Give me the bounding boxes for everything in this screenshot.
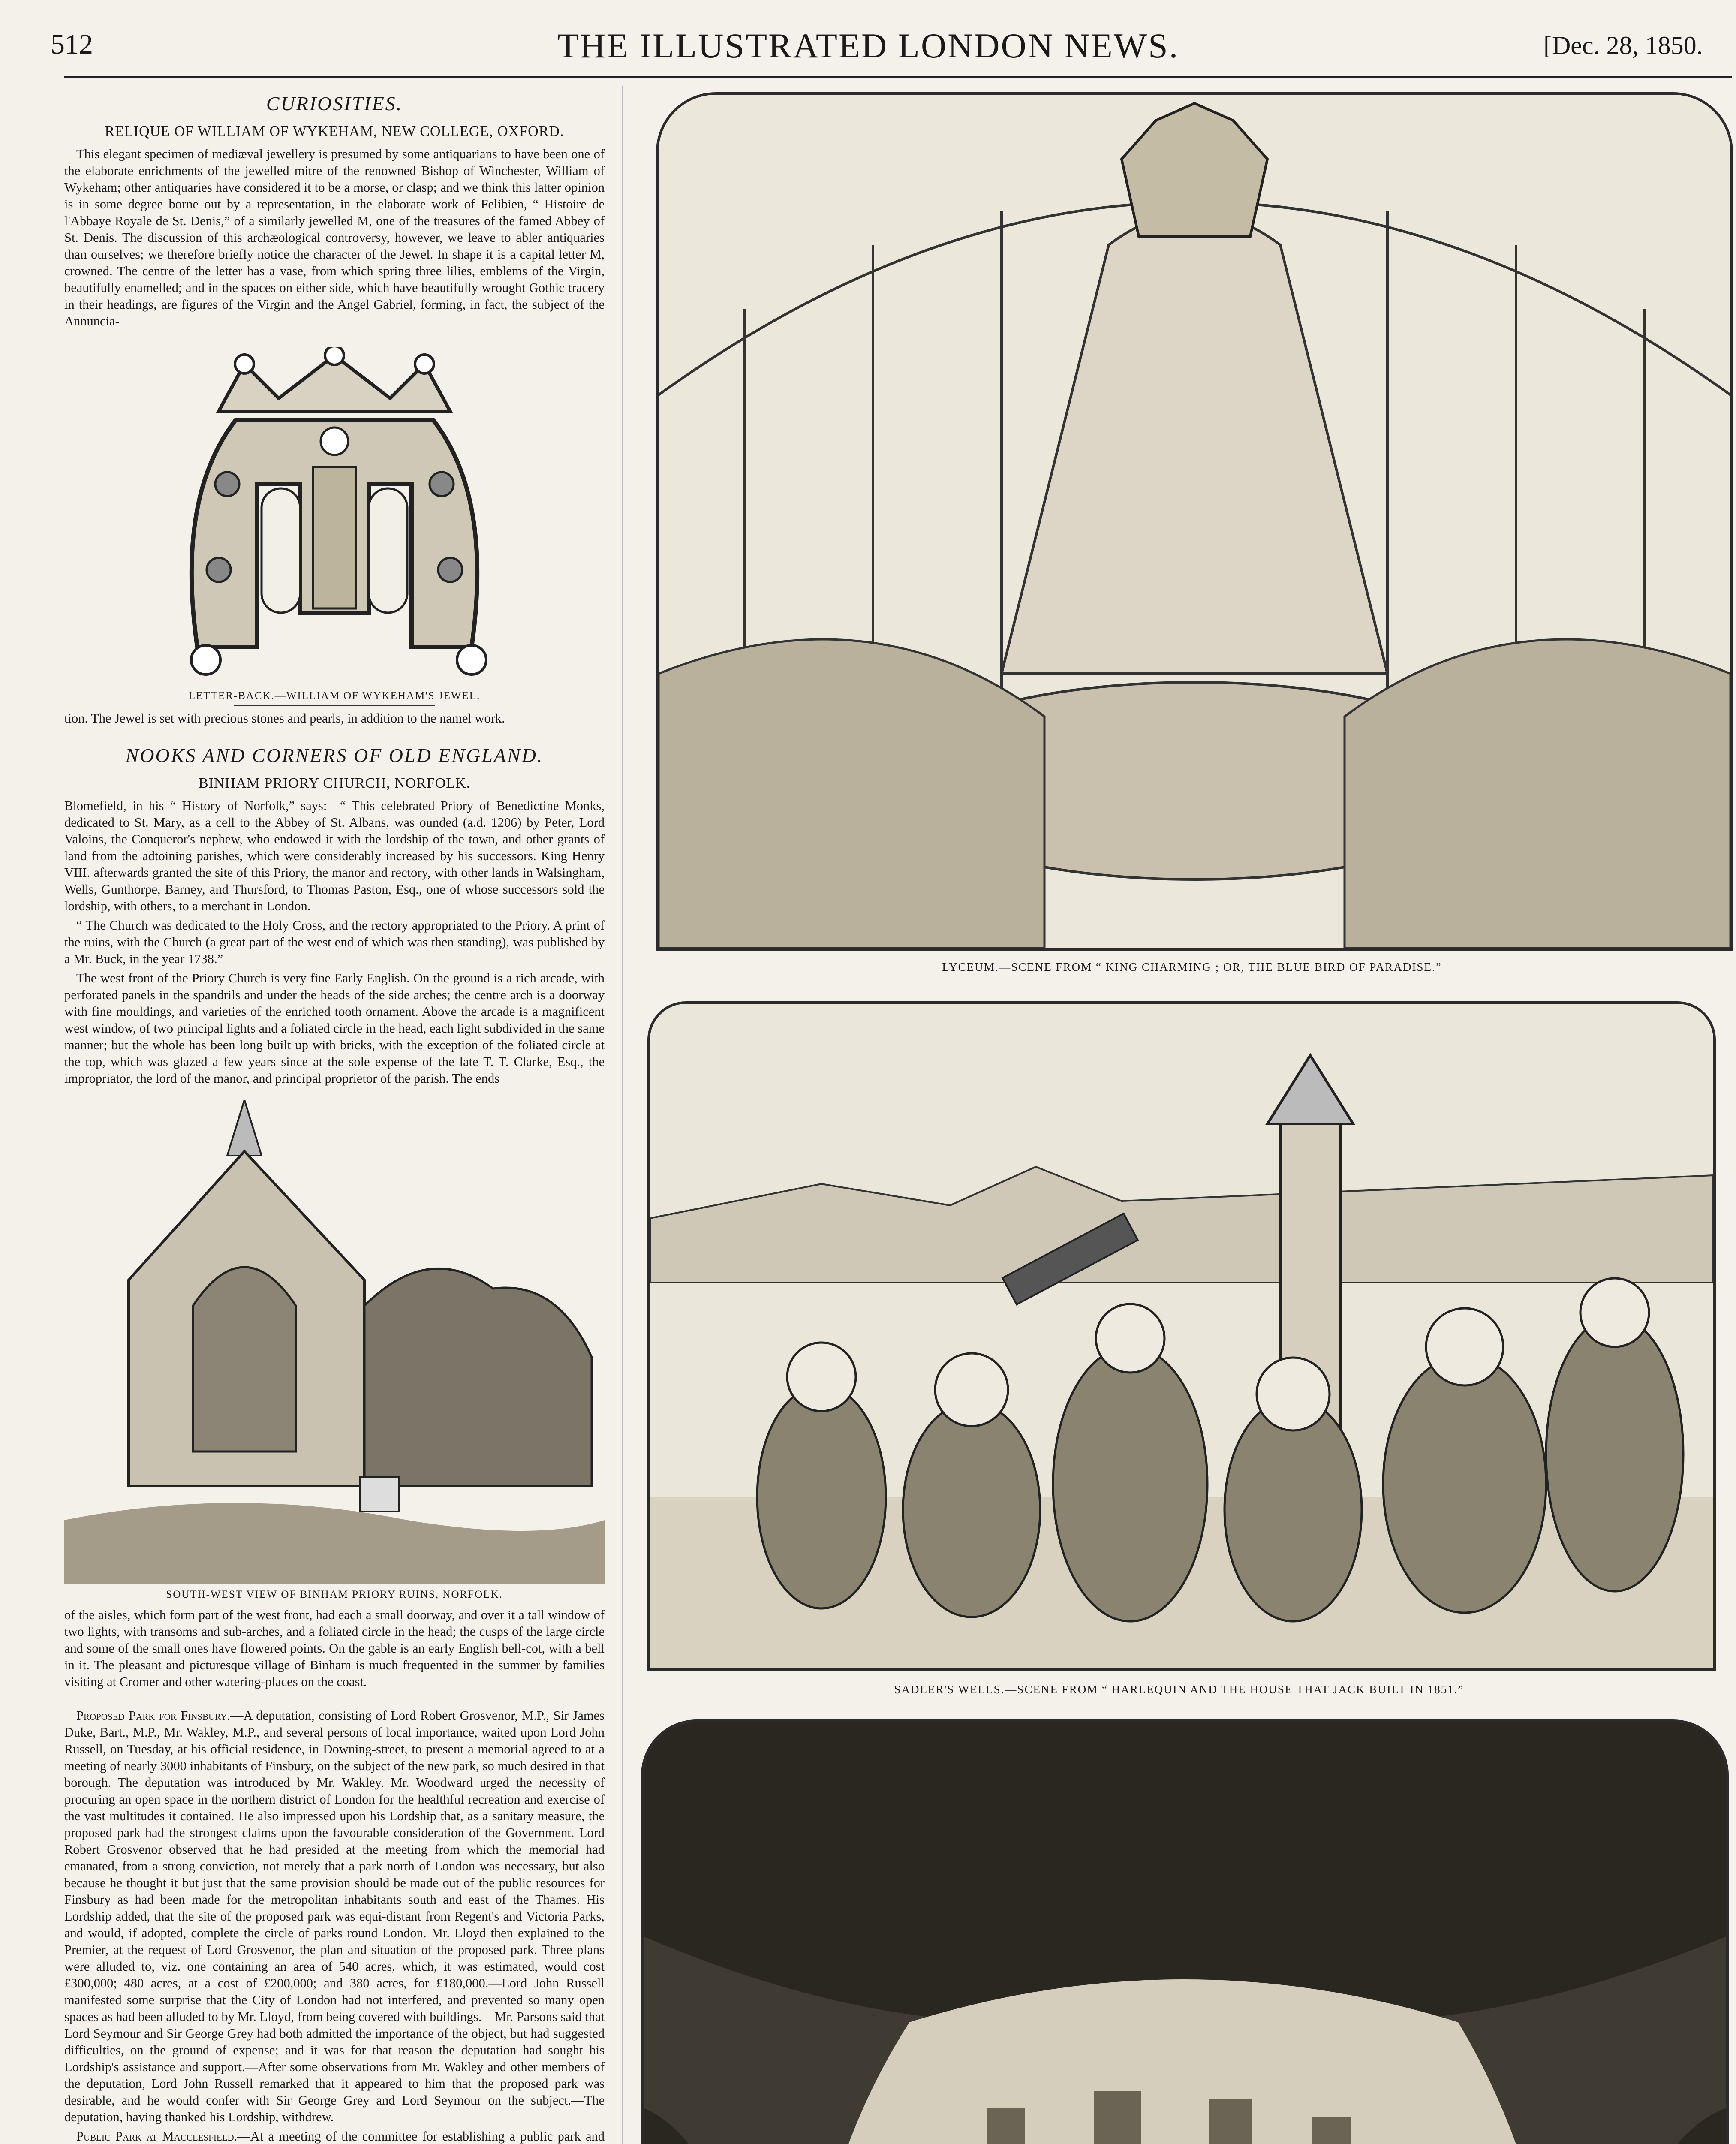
- binham-paragraph-3: The west front of the Priory Church is very fine Early English. On the ground is a rich arcade, with perforated panels in the spandrils and under the heads of the side arches; the centre arch is a doorway with fine mouldings, and varieties of the enriched tooth ornament. Above the arcade is a magnificent west window, of two principal lights and a foliated circle in the head, each light subdivided in the same manner; but the whole has been long built up with bricks, with the exception of the foliated circle at the top, which was glazed a few years since at the sole expense of the late T. T. Clarke, Esq., the impropriator, the lord of the manor, and principal proprietor of the parish. The ends: [64, 971, 605, 1086]
- masthead-rule: [64, 76, 1732, 78]
- left-column: [64, 81, 605, 2144]
- binham-paragraph-4: of the aisles, which form part of the west front, had each a small doorway, and over it a tall window of two lights, with transoms and sub-arches, and a foliated circle in the head; the cusps of the large circle and some of the small ones have flowered points. On the gable is an early English bell-cot, with a bell in it. The pleasant and picturesque village of Binham is much frequented in the summer by families visiting at Cromer and other watering-places on the coast.: [64, 1608, 605, 1689]
- jewel-engraving: [171, 347, 497, 686]
- binham-paragraph-1: Blomefield, in his “ History of Norfolk,” says:—“ This celebrated Priory of Benedictine Monks, dedicated to St. Mary, as a cell to the Abbey of St. Albans, was ounded (a.d. 1206) by Peter, Lord Valoins, the Conqueror's nephew, who endowed it with the lordship of the town, and other grants of land from the adtoining parishes, which were considerably increased by his successors. King Henry VIII. afterwards granted the site of this Priory, the manor and rectory, with other lands in Walsingham, Wells, Gunthorpe, Barney, and Thursford, to Thomas Paston, Esq., one of whose successors sold the lordship, with others, to a merchant in London.: [64, 798, 605, 913]
- finsbury-text: —A deputation, consisting of Lord Robert Grosvenor, M.P., Sir James Duke, Bart., M.P., Mr. Wakley, M.P., and several persons of local importance, waited upon Lord John Russell, on Tuesday, at his official residence, in Downing-street, to present a memorial agreed to at a meeting of nearly 3000 inhabitants of Finsbury, on the subject of the new park, so much desired in that borough. The deputation was introduced by Mr. Wakley. Mr. Woodward urged the necessity of procuring an open space in the northern district of London for the healthful recreation and exercise of the vast multitudes it contained. He also impressed upon his Lordship that, as a sanitary measure, the proposed park had the strongest claims upon the favourable consideration of the Government. Lord Robert Grosvenor observed that he had presided at the meeting from which the memorial had emanated, from a strong conviction, not merely that a park north of London was necessary, but also because he thought it but just that the same provision should be made out of the public resources for Finsbury as had been made for the metropolitan inhabitants south and east of the Thames. His Lordship added, that the site of the proposed park was equi-distant from Regent's and Victoria Parks, and would, if adopted, complete the circle of parks round London. Mr. Lloyd then explained to the Premier, at the request of Lord Grosvenor, the plan and situation of the proposed park. Three plans were alluded to, viz. one containing an area of 540 acres, which, it was estimated, would cost £300,000; 480 acres, at a cost of £200,000; and 380 acres, for £180,000.—Lord John Russell manifested some surprise that the City of London had not interfered, and prevented so many open spaces as had been alluded to by Mr. Lloyd, from being covered with buildings.—Mr. Parsons said that Lord Seymour and Sir George Grey had both admitted the importance of the object, but had suggested difficulties, on the ground of expense; and it was for that reason the deputation had sought his Lordship's assistance and support.—After some observations from Mr. Wakley and other members of the deputation, Lord John Russell remarked that it appeared to him that the proposed park was desirable, and he would confer with Sir George Grey and Lord Seymour on the subject.—The deputation, having thanked his Lordship, withdrew.: [64, 1708, 605, 2124]
- haymarket-illustration: [641, 1719, 1729, 2144]
- lyceum-scene-engraving: [659, 95, 1730, 948]
- jewel-caption: LETTER-BACK.—WILLIAM OF WYKEHAM'S JEWEL.: [188, 690, 481, 702]
- haymarket-scene-engraving: [644, 1722, 1726, 2144]
- sadlers-wells-scene-engraving: [650, 1004, 1713, 1668]
- binham-ruins-illustration: [64, 1100, 605, 1584]
- binham-paragraph-2: “ The Church was dedicated to the Holy Cross, and the rectory appropriated to the Priory. A print of the ruins, with the Church (a great part of the west end of which was then standing), was published by a Mr. Buck, in the year 1738.”: [64, 918, 605, 966]
- wykeham-jewel-illustration: [171, 347, 497, 686]
- sadlers-wells-caption: SADLER'S WELLS.—SCENE FROM “ HARLEQUIN AND THE HOUSE THAT JACK BUILT IN 1851.”: [894, 1683, 1464, 1696]
- curiosities-heading: CURIOSITIES.: [266, 93, 403, 114]
- finsbury-paragraph: [64, 1707, 605, 2126]
- lyceum-illustration: [656, 92, 1733, 951]
- macclesfield-paragraph: [64, 2128, 605, 2144]
- caption-rule: [234, 705, 435, 706]
- ruins-caption: SOUTH-WEST VIEW OF BINHAM PRIORY RUINS, NORFOLK.: [166, 1589, 503, 1600]
- wykeham-paragraph-2: tion. The Jewel is set with precious stones and pearls, in addition to the namel work.: [64, 711, 505, 726]
- wykeham-paragraph-1: This elegant specimen of mediæval jewellery is presumed by some antiquarians to have been one of the elaborate enrichments of the jewelled mitre of the renowned Bishop of Winchester, William of Wykeham; other antiquaries have considered it to be a morse, or clasp; and we think this latter opinion is in some degree borne out by a representation, in the elaborate work of Felibien, “ Histoire de l'Abbaye Royale de St. Denis,” of a similarly jewelled M, one of the treasures of the famed Abbey of St. Denis. The discussion of this archæological controversy, however, we leave to abler antiquaries than ourselves; we therefore briefly notice the character of the Jewel. In shape it is a capital letter M, crowned. The centre of the letter has a vase, from which spring three lilies, emblems of the Virgin, beautifully enamelled; and in the spaces on either side, which have beautifully wrought Gothic tracery in their headings, are figures of the Virgin and the Angel Gabriel, forming, in fact, the subject of the Annuncia-: [64, 147, 605, 328]
- issue-date: [Dec. 28, 1850.: [1543, 31, 1703, 60]
- macclesfield-text: —At a meeting of the committee for establishing a public park and: [237, 2129, 605, 2144]
- binham-subheading: BINHAM PRIORY CHURCH, NORFOLK.: [198, 775, 471, 791]
- macclesfield-lead: Public Park at Macclesfield.: [76, 2129, 238, 2144]
- masthead: [0, 0, 1736, 75]
- newspaper-title: THE ILLUSTRATED LONDON NEWS.: [557, 26, 1179, 65]
- lyceum-caption: LYCEUM.—SCENE FROM “ KING CHARMING ; OR, THE BLUE BIRD OF PARADISE.”: [942, 961, 1442, 973]
- finsbury-lead: Proposed Park for Finsbury.: [76, 1708, 230, 1723]
- ruins-engraving: [64, 1100, 605, 1584]
- nooks-heading: NOOKS AND CORNERS OF OLD ENGLAND.: [125, 744, 544, 766]
- sadlers-wells-illustration: [647, 1001, 1716, 1671]
- column-divider: [622, 86, 623, 2144]
- wykeham-subheading: RELIQUE OF WILLIAM OF WYKEHAM, NEW COLLEGE, OXFORD.: [105, 123, 564, 139]
- page-number: 512: [51, 29, 93, 60]
